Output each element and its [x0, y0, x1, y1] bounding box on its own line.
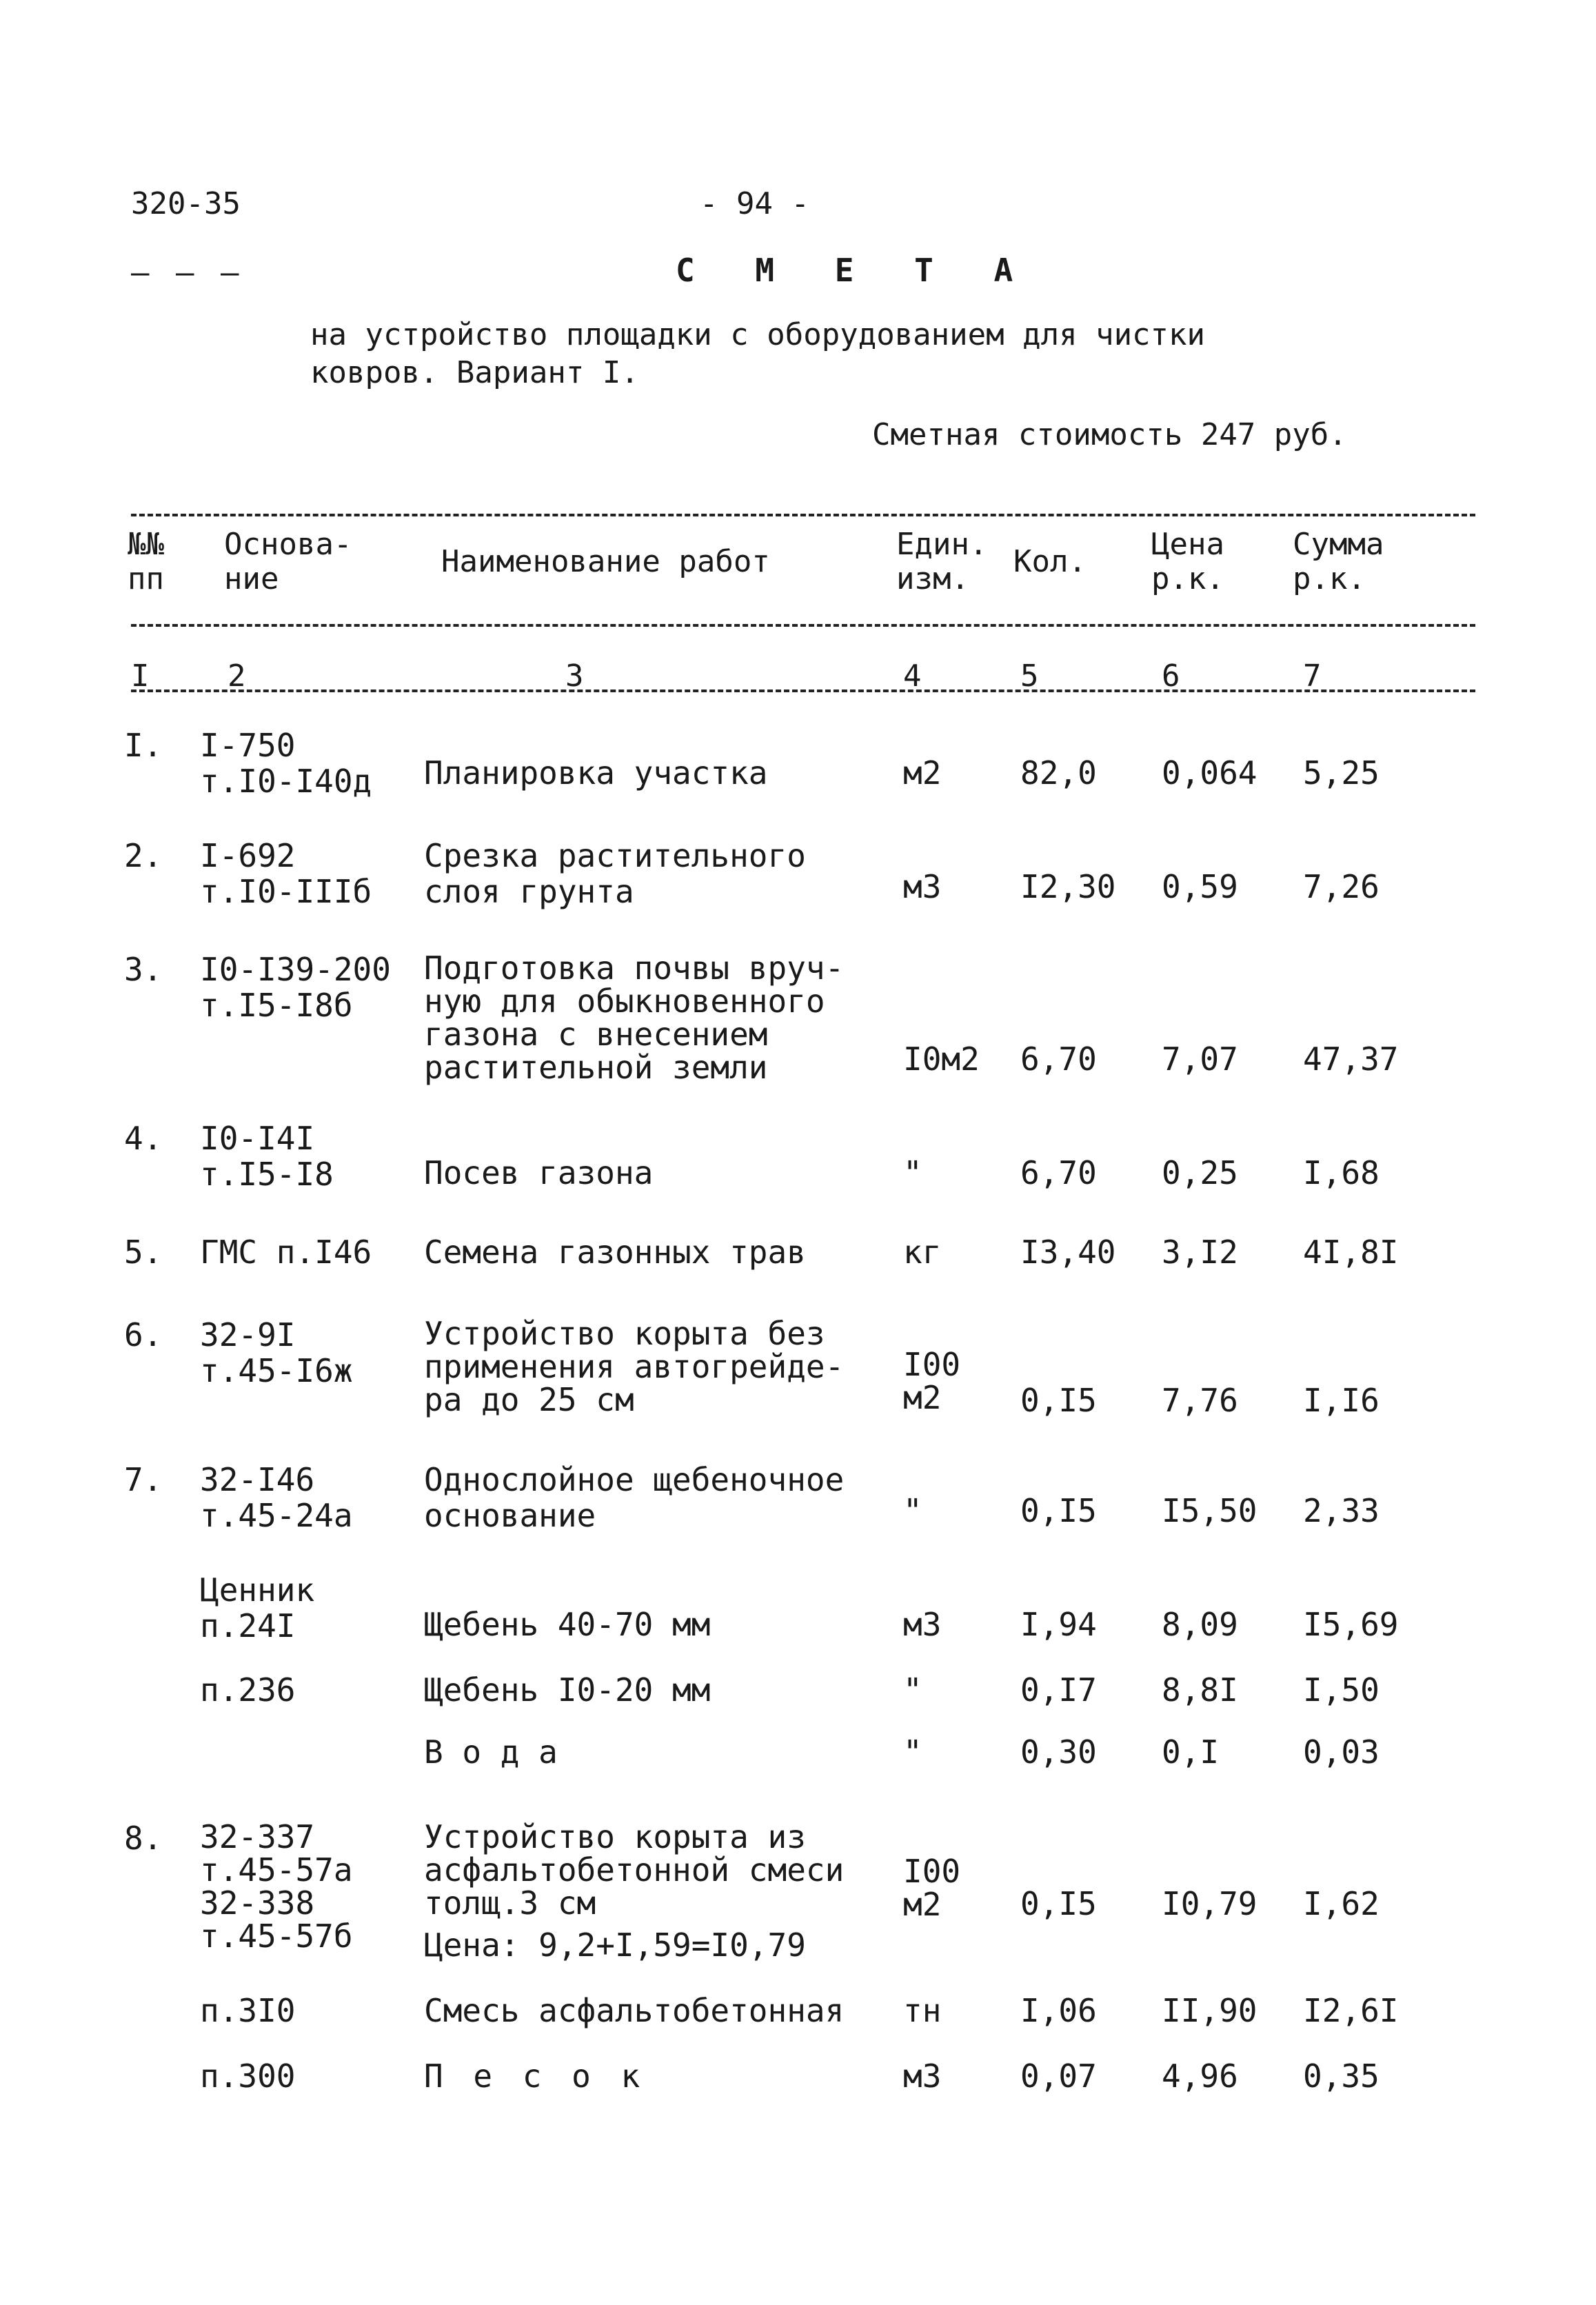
row-7-sum: 2,33 — [1303, 1492, 1380, 1529]
row-3-num: 3. — [124, 951, 163, 988]
estimated-cost: Сметная стоимость 247 руб. — [872, 417, 1347, 452]
row-8b-sum: 0,35 — [1303, 2057, 1380, 2095]
row-3-sum: 47,37 — [1303, 1040, 1399, 1078]
row-6-num: 6. — [124, 1316, 163, 1353]
row-7c-name: В о д а — [424, 1733, 558, 1771]
page-number: - 94 - — [700, 186, 809, 221]
row-7b-basis: п.236 — [200, 1671, 296, 1709]
row-1-qty: 82,0 — [1020, 754, 1097, 792]
column-numbers-rule — [131, 690, 1475, 692]
row-8-price-note: Цена: 9,2+I,59=I0,79 — [424, 1926, 806, 1964]
row-8-qty: 0,I5 — [1020, 1885, 1097, 1922]
col-number-7: 7 — [1303, 658, 1322, 694]
row-7b-unit: " — [903, 1671, 922, 1709]
header-basis: Основа- ние — [224, 527, 352, 596]
row-7a-sum: I5,69 — [1303, 1606, 1399, 1643]
row-7c-price: 0,I — [1162, 1733, 1220, 1771]
row-7b-sum: I,50 — [1303, 1671, 1380, 1709]
col-number-2: 2 — [228, 658, 246, 694]
row-4-sum: I,68 — [1303, 1154, 1380, 1191]
row-8-basis: 32-337 т.45-57а 32-338 т.45-57б — [200, 1818, 353, 1955]
row-8b-price: 4,96 — [1162, 2057, 1238, 2095]
col-number-4: 4 — [903, 658, 922, 694]
row-8b-name: П е с о к — [424, 2057, 646, 2095]
row-1-unit: м2 — [903, 754, 942, 792]
row-6-basis: 32-9I т.45-I6ж — [200, 1316, 353, 1389]
row-1-num: I. — [124, 727, 163, 764]
row-5-unit: кг — [903, 1234, 942, 1271]
row-2-sum: 7,26 — [1303, 868, 1380, 905]
row-1-price: 0,064 — [1162, 754, 1257, 792]
row-6-unit: I00 м2 — [903, 1346, 961, 1416]
row-7-unit: " — [903, 1492, 922, 1529]
row-7-qty: 0,I5 — [1020, 1492, 1097, 1529]
row-4-num: 4. — [124, 1120, 163, 1157]
row-7-name: Однослойное щебеночное основание — [424, 1461, 845, 1534]
dash-mark: — — — — [131, 255, 243, 290]
row-8a-name: Смесь асфальтобетонная — [424, 1992, 845, 2029]
table-top-rule — [131, 514, 1475, 516]
header-num: №№ пп — [128, 527, 164, 596]
row-2-price: 0,59 — [1162, 868, 1238, 905]
row-7b-price: 8,8I — [1162, 1671, 1238, 1709]
row-7c-unit: " — [903, 1733, 922, 1771]
row-2-num: 2. — [124, 837, 163, 874]
header-price: Цена р.к. — [1151, 527, 1224, 596]
col-number-5: 5 — [1020, 658, 1039, 694]
row-3-basis: I0-I39-200 т.I5-I8б — [200, 951, 391, 1024]
row-1-name: Планировка участка — [424, 754, 768, 792]
row-8-price: I0,79 — [1162, 1885, 1257, 1922]
row-1-basis: I-750 т.I0-I40д — [200, 727, 372, 800]
row-8a-basis: п.3I0 — [200, 1992, 296, 2029]
row-2-qty: I2,30 — [1020, 868, 1116, 905]
row-6-sum: I,I6 — [1303, 1382, 1380, 1419]
row-1-sum: 5,25 — [1303, 754, 1380, 792]
row-3-unit: I0м2 — [903, 1040, 980, 1078]
row-7c-qty: 0,30 — [1020, 1733, 1097, 1771]
row-7a-name: Щебень 40-70 мм — [424, 1606, 711, 1643]
row-6-qty: 0,I5 — [1020, 1382, 1097, 1419]
row-8b-unit: м3 — [903, 2057, 942, 2095]
row-7c-sum: 0,03 — [1303, 1733, 1380, 1771]
row-3-qty: 6,70 — [1020, 1040, 1097, 1078]
row-4-qty: 6,70 — [1020, 1154, 1097, 1191]
row-8a-sum: I2,6I — [1303, 1992, 1399, 2029]
row-5-price: 3,I2 — [1162, 1234, 1238, 1271]
row-7b-name: Щебень I0-20 мм — [424, 1671, 711, 1709]
row-6-price: 7,76 — [1162, 1382, 1238, 1419]
row-8a-unit: тн — [903, 1992, 942, 2029]
table-header-rule — [131, 624, 1475, 627]
row-4-name: Посев газона — [424, 1154, 654, 1191]
row-7-price: I5,50 — [1162, 1492, 1257, 1529]
row-8-sum: I,62 — [1303, 1885, 1380, 1922]
row-3-price: 7,07 — [1162, 1040, 1238, 1078]
row-5-sum: 4I,8I — [1303, 1234, 1399, 1271]
row-5-qty: I3,40 — [1020, 1234, 1116, 1271]
row-4-basis: I0-I4I т.I5-I8 — [200, 1120, 334, 1193]
row-6-name: Устройство корыта без применения автогрейде- ра до 25 см — [424, 1315, 845, 1418]
row-8-name: Устройство корыта из асфальтобетонной смеси толщ.3 см — [424, 1818, 845, 1922]
row-7b-qty: 0,I7 — [1020, 1671, 1097, 1709]
document-title: С М Е Т А — [676, 252, 1034, 289]
col-number-6: 6 — [1162, 658, 1180, 694]
row-7-basis: 32-I46 т.45-24а — [200, 1461, 353, 1534]
row-8b-basis: п.300 — [200, 2057, 296, 2095]
row-7a-unit: м3 — [903, 1606, 942, 1643]
row-4-price: 0,25 — [1162, 1154, 1238, 1191]
row-5-basis: ГМС п.I46 — [200, 1234, 372, 1271]
row-2-unit: м3 — [903, 868, 942, 905]
subtitle-line-2: ковров. Вариант I. — [310, 355, 639, 390]
row-8-unit: I00 м2 — [903, 1853, 961, 1923]
header-qty: Кол. — [1013, 544, 1087, 579]
row-8b-qty: 0,07 — [1020, 2057, 1097, 2095]
row-5-name: Семена газонных трав — [424, 1234, 806, 1271]
row-2-basis: I-692 т.I0-IIIб — [200, 837, 372, 910]
row-3-name: Подготовка почвы вруч- ную для обыкновенного газона с внесением растительной земли — [424, 949, 845, 1086]
row-8-num: 8. — [124, 1820, 163, 1857]
document-number: 320-35 — [131, 186, 241, 221]
header-name: Наименование работ — [441, 544, 770, 579]
col-number-1: I — [131, 658, 150, 694]
subtitle-line-1: на устройство площадки с оборудованием для чистки — [310, 317, 1206, 352]
row-7a-qty: I,94 — [1020, 1606, 1097, 1643]
row-2-name: Срезка растительного слоя грунта — [424, 837, 806, 910]
row-7-num: 7. — [124, 1461, 163, 1498]
row-7a-price: 8,09 — [1162, 1606, 1238, 1643]
row-8a-qty: I,06 — [1020, 1992, 1097, 2029]
header-unit: Един. изм. — [896, 527, 988, 596]
row-7a-basis: Ценник п.24I — [200, 1571, 315, 1644]
row-8a-price: II,90 — [1162, 1992, 1257, 2029]
row-4-unit: " — [903, 1154, 922, 1191]
col-number-3: 3 — [565, 658, 584, 694]
header-sum: Сумма р.к. — [1293, 527, 1384, 596]
row-5-num: 5. — [124, 1234, 163, 1271]
